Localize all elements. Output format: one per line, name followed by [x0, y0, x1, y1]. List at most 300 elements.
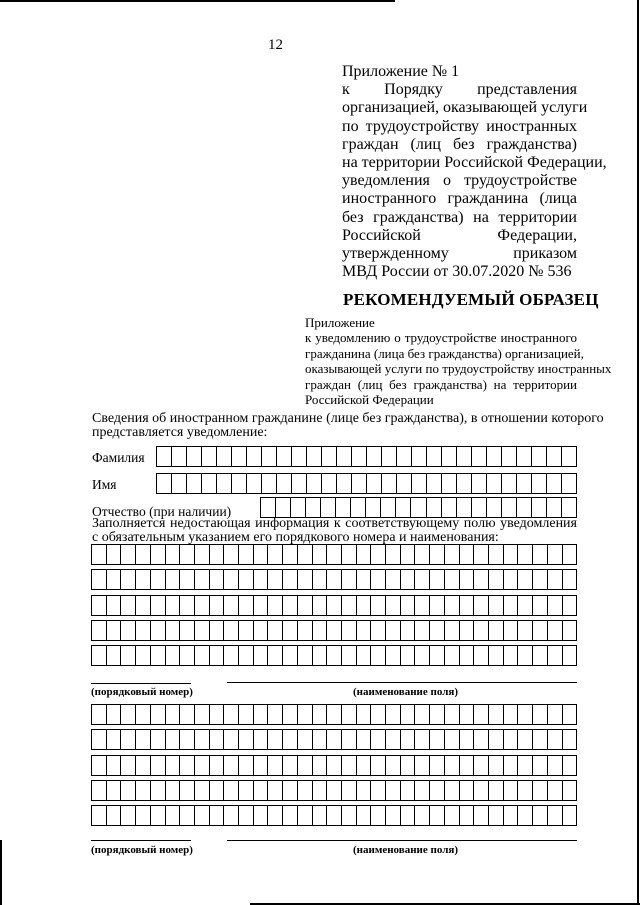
character-cell[interactable] [430, 781, 445, 800]
character-cell[interactable] [532, 498, 547, 517]
character-cell[interactable] [298, 596, 313, 615]
character-cell[interactable] [313, 781, 328, 800]
character-cell[interactable] [210, 781, 225, 800]
character-cell[interactable] [195, 705, 210, 724]
character-cell[interactable] [371, 756, 386, 775]
character-cell[interactable] [533, 646, 548, 665]
character-cell[interactable] [427, 474, 442, 493]
character-cell[interactable] [460, 705, 475, 724]
character-cell[interactable] [121, 646, 136, 665]
character-cell[interactable] [445, 756, 460, 775]
block2-field-name-line[interactable] [227, 840, 577, 841]
character-cell[interactable] [180, 570, 195, 589]
character-cell[interactable] [247, 474, 262, 493]
character-cell[interactable] [313, 646, 328, 665]
character-cell[interactable] [357, 646, 372, 665]
character-cell[interactable] [254, 596, 269, 615]
character-cell[interactable] [445, 705, 460, 724]
character-cell[interactable] [195, 781, 210, 800]
character-cell[interactable] [239, 705, 254, 724]
character-cell[interactable] [254, 621, 269, 640]
character-cell[interactable] [489, 621, 504, 640]
block1-field-name-line[interactable] [227, 682, 577, 683]
character-cell[interactable] [239, 756, 254, 775]
character-cell[interactable] [298, 545, 313, 564]
character-cell[interactable] [401, 621, 416, 640]
character-cell[interactable] [401, 705, 416, 724]
character-cell[interactable] [180, 646, 195, 665]
character-cell[interactable] [547, 447, 562, 466]
character-cell[interactable] [322, 474, 337, 493]
character-cell[interactable] [283, 545, 298, 564]
character-cell[interactable] [224, 596, 239, 615]
character-cell[interactable] [151, 570, 166, 589]
character-cell[interactable] [517, 498, 532, 517]
character-cell[interactable] [415, 705, 430, 724]
character-cell[interactable] [268, 621, 283, 640]
character-cell[interactable] [563, 781, 577, 800]
character-cell[interactable] [518, 730, 533, 749]
character-cell[interactable] [313, 806, 328, 825]
character-cell[interactable] [121, 806, 136, 825]
character-cell[interactable] [292, 474, 307, 493]
character-cell[interactable] [445, 570, 460, 589]
character-cell[interactable] [187, 447, 202, 466]
character-cell[interactable] [239, 545, 254, 564]
character-cell[interactable] [427, 447, 442, 466]
character-cell[interactable] [92, 781, 107, 800]
character-cell[interactable] [276, 498, 291, 517]
character-cell[interactable] [489, 756, 504, 775]
character-cell[interactable] [254, 756, 269, 775]
character-cell[interactable] [262, 474, 277, 493]
character-cell[interactable] [313, 596, 328, 615]
character-cell[interactable] [386, 596, 401, 615]
character-cell[interactable] [401, 806, 416, 825]
character-cell[interactable] [268, 705, 283, 724]
character-cell[interactable] [474, 621, 489, 640]
character-cell[interactable] [371, 806, 386, 825]
character-cell[interactable] [92, 646, 107, 665]
character-cell[interactable] [474, 781, 489, 800]
character-cell[interactable] [136, 570, 151, 589]
character-cell[interactable] [107, 781, 122, 800]
character-cell[interactable] [107, 570, 122, 589]
character-cell[interactable] [107, 756, 122, 775]
character-cell[interactable] [180, 545, 195, 564]
character-cell[interactable] [327, 705, 342, 724]
character-cell[interactable] [386, 621, 401, 640]
character-cell[interactable] [306, 498, 321, 517]
character-cell[interactable] [92, 806, 107, 825]
character-cell[interactable] [474, 705, 489, 724]
character-cell[interactable] [371, 545, 386, 564]
character-cell[interactable] [321, 498, 336, 517]
character-cell[interactable] [415, 756, 430, 775]
character-cell[interactable] [151, 705, 166, 724]
character-cell[interactable] [371, 730, 386, 749]
character-cell[interactable] [489, 806, 504, 825]
patronymic-field[interactable] [260, 497, 577, 518]
character-cell[interactable] [442, 498, 457, 517]
character-cell[interactable] [180, 705, 195, 724]
character-cell[interactable] [336, 498, 351, 517]
character-cell[interactable] [239, 806, 254, 825]
character-cell[interactable] [460, 730, 475, 749]
character-cell[interactable] [136, 596, 151, 615]
character-cell[interactable] [548, 705, 563, 724]
character-cell[interactable] [401, 730, 416, 749]
character-cell[interactable] [489, 781, 504, 800]
character-cell[interactable] [352, 447, 367, 466]
character-cell[interactable] [151, 730, 166, 749]
character-cell[interactable] [239, 646, 254, 665]
character-cell[interactable] [533, 730, 548, 749]
character-cell[interactable] [327, 545, 342, 564]
character-cell[interactable] [210, 646, 225, 665]
character-cell[interactable] [254, 806, 269, 825]
character-cell[interactable] [136, 806, 151, 825]
character-cell[interactable] [254, 545, 269, 564]
character-cell[interactable] [239, 730, 254, 749]
character-cell[interactable] [224, 756, 239, 775]
character-cell[interactable] [327, 756, 342, 775]
character-cell[interactable] [283, 596, 298, 615]
block1-number-line[interactable] [91, 683, 191, 684]
character-cell[interactable] [518, 545, 533, 564]
character-cell[interactable] [401, 756, 416, 775]
block1-row[interactable] [91, 595, 577, 616]
character-cell[interactable] [92, 545, 107, 564]
character-cell[interactable] [489, 646, 504, 665]
character-cell[interactable] [342, 756, 357, 775]
character-cell[interactable] [210, 806, 225, 825]
character-cell[interactable] [442, 447, 457, 466]
character-cell[interactable] [371, 621, 386, 640]
character-cell[interactable] [415, 781, 430, 800]
character-cell[interactable] [386, 756, 401, 775]
character-cell[interactable] [518, 756, 533, 775]
character-cell[interactable] [283, 806, 298, 825]
character-cell[interactable] [107, 596, 122, 615]
character-cell[interactable] [357, 781, 372, 800]
character-cell[interactable] [502, 447, 517, 466]
character-cell[interactable] [202, 447, 217, 466]
character-cell[interactable] [298, 705, 313, 724]
character-cell[interactable] [283, 730, 298, 749]
character-cell[interactable] [298, 781, 313, 800]
block2-row[interactable] [91, 755, 577, 776]
character-cell[interactable] [563, 646, 577, 665]
character-cell[interactable] [313, 621, 328, 640]
character-cell[interactable] [195, 756, 210, 775]
character-cell[interactable] [396, 498, 411, 517]
character-cell[interactable] [232, 447, 247, 466]
character-cell[interactable] [195, 806, 210, 825]
character-cell[interactable] [474, 806, 489, 825]
character-cell[interactable] [180, 806, 195, 825]
character-cell[interactable] [107, 621, 122, 640]
character-cell[interactable] [107, 730, 122, 749]
character-cell[interactable] [202, 474, 217, 493]
character-cell[interactable] [460, 806, 475, 825]
character-cell[interactable] [166, 621, 181, 640]
character-cell[interactable] [210, 570, 225, 589]
character-cell[interactable] [224, 781, 239, 800]
character-cell[interactable] [548, 756, 563, 775]
character-cell[interactable] [151, 545, 166, 564]
character-cell[interactable] [327, 730, 342, 749]
character-cell[interactable] [337, 447, 352, 466]
character-cell[interactable] [563, 806, 577, 825]
character-cell[interactable] [517, 474, 532, 493]
character-cell[interactable] [217, 447, 232, 466]
character-cell[interactable] [460, 545, 475, 564]
character-cell[interactable] [411, 498, 426, 517]
character-cell[interactable] [92, 570, 107, 589]
character-cell[interactable] [121, 781, 136, 800]
character-cell[interactable] [121, 545, 136, 564]
character-cell[interactable] [313, 570, 328, 589]
character-cell[interactable] [386, 646, 401, 665]
character-cell[interactable] [533, 570, 548, 589]
character-cell[interactable] [342, 705, 357, 724]
block1-row[interactable] [91, 569, 577, 590]
character-cell[interactable] [283, 705, 298, 724]
character-cell[interactable] [504, 756, 519, 775]
character-cell[interactable] [401, 596, 416, 615]
character-cell[interactable] [342, 596, 357, 615]
character-cell[interactable] [415, 596, 430, 615]
character-cell[interactable] [224, 570, 239, 589]
character-cell[interactable] [210, 621, 225, 640]
character-cell[interactable] [504, 646, 519, 665]
character-cell[interactable] [457, 447, 472, 466]
character-cell[interactable] [136, 705, 151, 724]
character-cell[interactable] [195, 730, 210, 749]
character-cell[interactable] [445, 730, 460, 749]
character-cell[interactable] [268, 646, 283, 665]
first-name-field[interactable] [156, 473, 577, 494]
character-cell[interactable] [401, 646, 416, 665]
character-cell[interactable] [239, 621, 254, 640]
character-cell[interactable] [460, 596, 475, 615]
character-cell[interactable] [357, 730, 372, 749]
character-cell[interactable] [474, 545, 489, 564]
character-cell[interactable] [352, 474, 367, 493]
character-cell[interactable] [504, 705, 519, 724]
character-cell[interactable] [533, 596, 548, 615]
character-cell[interactable] [386, 570, 401, 589]
character-cell[interactable] [254, 781, 269, 800]
character-cell[interactable] [548, 730, 563, 749]
character-cell[interactable] [195, 570, 210, 589]
character-cell[interactable] [298, 570, 313, 589]
character-cell[interactable] [548, 570, 563, 589]
character-cell[interactable] [415, 730, 430, 749]
character-cell[interactable] [298, 621, 313, 640]
character-cell[interactable] [504, 596, 519, 615]
character-cell[interactable] [268, 730, 283, 749]
character-cell[interactable] [472, 498, 487, 517]
character-cell[interactable] [195, 646, 210, 665]
character-cell[interactable] [232, 474, 247, 493]
character-cell[interactable] [210, 596, 225, 615]
character-cell[interactable] [224, 705, 239, 724]
character-cell[interactable] [412, 474, 427, 493]
character-cell[interactable] [487, 498, 502, 517]
character-cell[interactable] [92, 596, 107, 615]
character-cell[interactable] [121, 730, 136, 749]
character-cell[interactable] [239, 570, 254, 589]
character-cell[interactable] [382, 447, 397, 466]
character-cell[interactable] [136, 646, 151, 665]
character-cell[interactable] [563, 570, 577, 589]
character-cell[interactable] [367, 447, 382, 466]
character-cell[interactable] [210, 545, 225, 564]
character-cell[interactable] [92, 756, 107, 775]
block2-row[interactable] [91, 780, 577, 801]
character-cell[interactable] [532, 447, 547, 466]
character-cell[interactable] [563, 621, 577, 640]
character-cell[interactable] [268, 781, 283, 800]
character-cell[interactable] [107, 545, 122, 564]
character-cell[interactable] [151, 781, 166, 800]
character-cell[interactable] [430, 705, 445, 724]
character-cell[interactable] [136, 730, 151, 749]
character-cell[interactable] [313, 730, 328, 749]
character-cell[interactable] [401, 781, 416, 800]
character-cell[interactable] [474, 570, 489, 589]
character-cell[interactable] [327, 781, 342, 800]
character-cell[interactable] [224, 646, 239, 665]
character-cell[interactable] [195, 621, 210, 640]
block1-row[interactable] [91, 620, 577, 641]
character-cell[interactable] [357, 570, 372, 589]
character-cell[interactable] [562, 447, 576, 466]
character-cell[interactable] [401, 545, 416, 564]
character-cell[interactable] [474, 646, 489, 665]
character-cell[interactable] [166, 545, 181, 564]
character-cell[interactable] [107, 806, 122, 825]
character-cell[interactable] [548, 806, 563, 825]
character-cell[interactable] [195, 596, 210, 615]
character-cell[interactable] [518, 621, 533, 640]
character-cell[interactable] [357, 806, 372, 825]
character-cell[interactable] [518, 570, 533, 589]
character-cell[interactable] [291, 498, 306, 517]
character-cell[interactable] [172, 474, 187, 493]
character-cell[interactable] [562, 498, 576, 517]
character-cell[interactable] [92, 621, 107, 640]
character-cell[interactable] [427, 498, 442, 517]
character-cell[interactable] [504, 730, 519, 749]
character-cell[interactable] [489, 545, 504, 564]
character-cell[interactable] [445, 806, 460, 825]
character-cell[interactable] [430, 646, 445, 665]
character-cell[interactable] [121, 705, 136, 724]
character-cell[interactable] [357, 756, 372, 775]
character-cell[interactable] [298, 646, 313, 665]
character-cell[interactable] [254, 646, 269, 665]
character-cell[interactable] [474, 730, 489, 749]
character-cell[interactable] [489, 570, 504, 589]
character-cell[interactable] [357, 596, 372, 615]
character-cell[interactable] [180, 596, 195, 615]
character-cell[interactable] [254, 705, 269, 724]
character-cell[interactable] [472, 474, 487, 493]
character-cell[interactable] [504, 806, 519, 825]
character-cell[interactable] [166, 756, 181, 775]
character-cell[interactable] [268, 545, 283, 564]
character-cell[interactable] [533, 621, 548, 640]
character-cell[interactable] [180, 781, 195, 800]
character-cell[interactable] [367, 474, 382, 493]
character-cell[interactable] [157, 447, 172, 466]
character-cell[interactable] [121, 756, 136, 775]
character-cell[interactable] [548, 596, 563, 615]
character-cell[interactable] [268, 596, 283, 615]
character-cell[interactable] [548, 646, 563, 665]
character-cell[interactable] [563, 705, 577, 724]
character-cell[interactable] [548, 545, 563, 564]
character-cell[interactable] [386, 705, 401, 724]
block2-row[interactable] [91, 704, 577, 725]
character-cell[interactable] [180, 756, 195, 775]
character-cell[interactable] [166, 730, 181, 749]
character-cell[interactable] [292, 447, 307, 466]
character-cell[interactable] [489, 730, 504, 749]
character-cell[interactable] [504, 781, 519, 800]
character-cell[interactable] [277, 447, 292, 466]
character-cell[interactable] [533, 545, 548, 564]
character-cell[interactable] [136, 756, 151, 775]
character-cell[interactable] [371, 596, 386, 615]
character-cell[interactable] [415, 621, 430, 640]
character-cell[interactable] [563, 545, 577, 564]
character-cell[interactable] [313, 545, 328, 564]
block1-row[interactable] [91, 544, 577, 565]
character-cell[interactable] [457, 474, 472, 493]
character-cell[interactable] [166, 781, 181, 800]
character-cell[interactable] [460, 781, 475, 800]
character-cell[interactable] [397, 447, 412, 466]
character-cell[interactable] [430, 756, 445, 775]
block1-row[interactable] [91, 645, 577, 666]
character-cell[interactable] [563, 596, 577, 615]
character-cell[interactable] [518, 705, 533, 724]
character-cell[interactable] [445, 781, 460, 800]
character-cell[interactable] [210, 756, 225, 775]
character-cell[interactable] [445, 545, 460, 564]
character-cell[interactable] [460, 646, 475, 665]
character-cell[interactable] [472, 447, 487, 466]
character-cell[interactable] [401, 570, 416, 589]
character-cell[interactable] [172, 447, 187, 466]
character-cell[interactable] [366, 498, 381, 517]
character-cell[interactable] [261, 498, 276, 517]
character-cell[interactable] [489, 705, 504, 724]
character-cell[interactable] [254, 730, 269, 749]
character-cell[interactable] [313, 705, 328, 724]
character-cell[interactable] [563, 730, 577, 749]
character-cell[interactable] [415, 545, 430, 564]
character-cell[interactable] [430, 621, 445, 640]
character-cell[interactable] [382, 474, 397, 493]
character-cell[interactable] [386, 730, 401, 749]
character-cell[interactable] [107, 705, 122, 724]
character-cell[interactable] [151, 621, 166, 640]
